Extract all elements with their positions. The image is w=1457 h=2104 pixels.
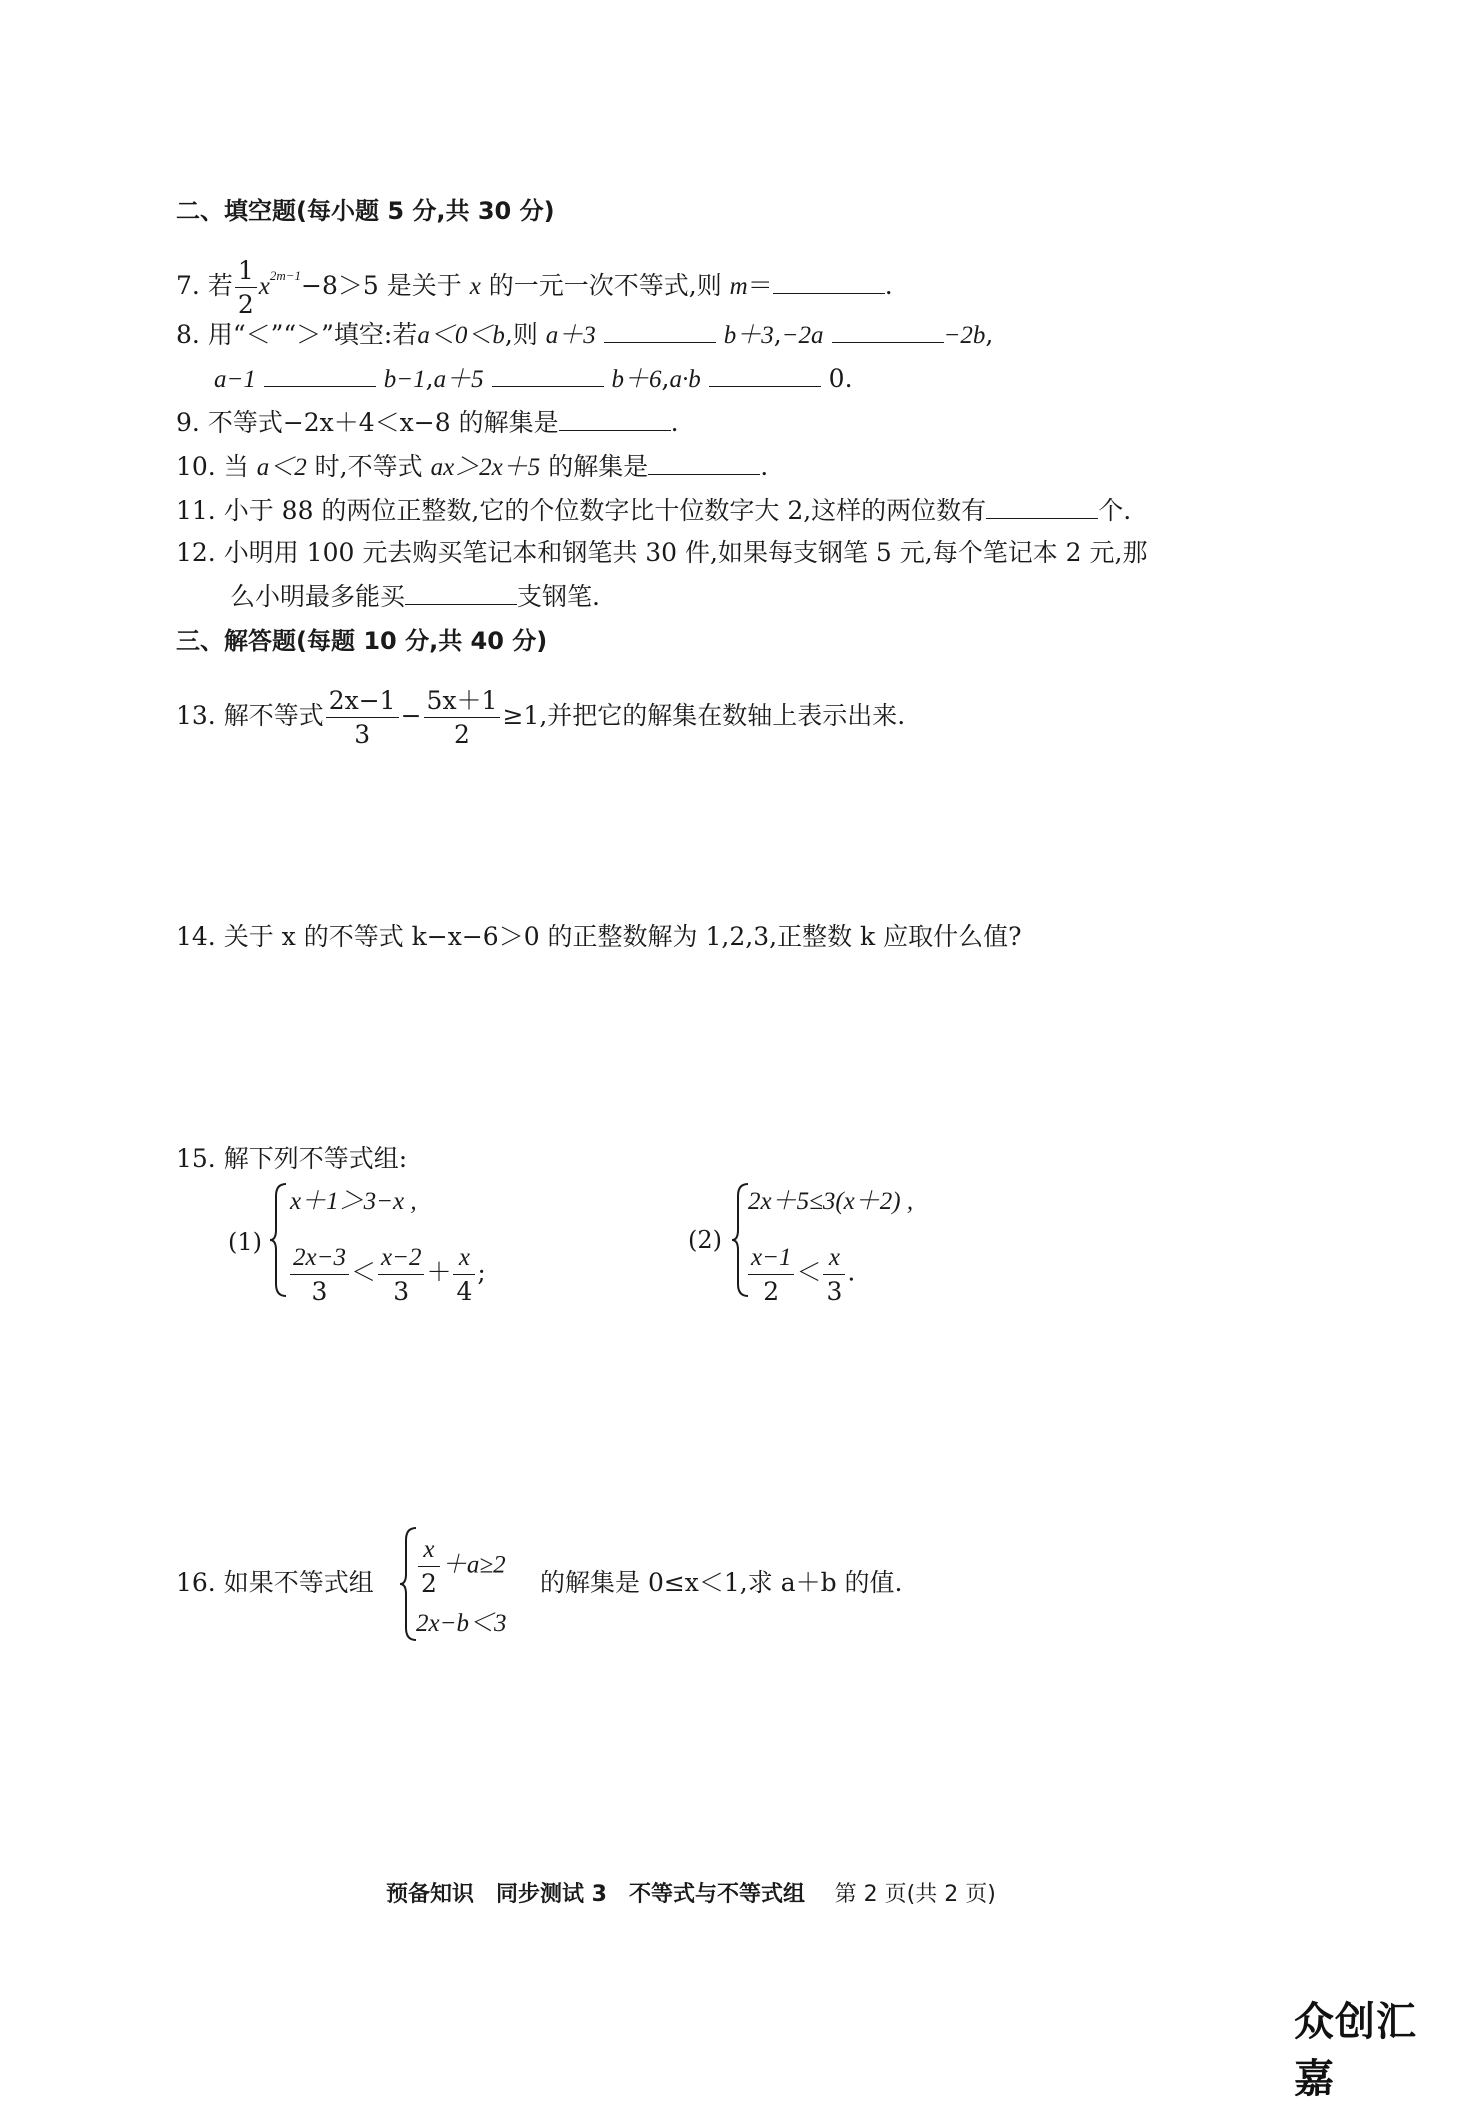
footer-page-number: 第 2 页(共 2 页)	[834, 1882, 996, 1907]
q15-p1-frac-2	[378, 1244, 424, 1304]
q16-fraction	[418, 1536, 440, 1596]
q15-part-1-label: (1)	[228, 1228, 262, 1256]
q15-p2-end: .	[847, 1257, 856, 1287]
q10-end: .	[760, 452, 769, 481]
q15-text: 解下列不等式组:	[223, 1144, 408, 1173]
q15-p2-lt: ＜	[796, 1257, 822, 1287]
q8-blank-3[interactable]	[264, 364, 376, 387]
q8-then: ,则	[504, 320, 538, 349]
q8-sep-1: ,	[773, 320, 782, 349]
q15-p1-plus: ＋	[426, 1257, 452, 1287]
q7-pre: 若	[207, 271, 233, 300]
q15-p2-f1-num: x−1	[751, 1244, 792, 1271]
q12-line-2b: 支钢笔.	[517, 582, 600, 611]
q8-sep-3: ,	[425, 364, 434, 393]
q8-expr-10: 0	[828, 364, 845, 393]
question-9	[176, 408, 679, 438]
q8-expr-2: b＋3	[723, 322, 774, 349]
question-12	[176, 538, 1147, 568]
q15-p2-frac-2	[823, 1244, 845, 1304]
q8-sep-2: ,	[985, 320, 994, 349]
q12-answer-blank[interactable]	[405, 582, 517, 605]
q15-p2-f2-den: 3	[826, 1277, 843, 1306]
q15-p2-frac-1	[748, 1244, 794, 1304]
q16-line-2: 2x−b＜3	[416, 1610, 507, 1637]
q15-p2-f1-den: 2	[763, 1277, 780, 1306]
q13-frac1-num: 2x−1	[326, 688, 399, 718]
q15-part-1-brace	[268, 1182, 290, 1298]
q16-line-1-rest: ＋a≥2	[441, 1551, 506, 1579]
footer-title: 预备知识 同步测试 3 不等式与不等式组	[386, 1882, 805, 1907]
q12-number: 12.	[176, 538, 216, 567]
question-16	[176, 1568, 374, 1598]
q8-pre: 用“＜”“＞”填空:若	[207, 320, 418, 349]
q15-p2-f2-num: x	[828, 1244, 840, 1271]
q8-number: 8.	[176, 320, 200, 349]
q8-blank-4[interactable]	[492, 364, 604, 387]
q10-text-1: 当	[223, 452, 249, 481]
q12-line-2a: 么小明最多能买	[230, 582, 406, 611]
question-12-line-2	[230, 582, 600, 612]
q10-text-2: 时,不等式	[314, 452, 423, 481]
section-3-heading: 三、解答题(每题 10 分,共 40 分)	[176, 627, 548, 655]
q7-var2: x	[469, 273, 481, 300]
q8-sep-4: ,	[661, 364, 670, 393]
q7-number: 7.	[176, 271, 200, 300]
q8-expr-8: b＋6	[611, 366, 662, 393]
q13-frac2-den: 2	[454, 720, 470, 749]
q15-part-2-line-1	[748, 1186, 913, 1217]
q7-exponent: 2m−1	[269, 268, 302, 283]
q7-fraction	[235, 258, 257, 317]
q15-part-2-line-2	[746, 1244, 855, 1304]
q8-blank-1[interactable]	[604, 320, 716, 343]
q15-number: 15.	[176, 1144, 216, 1173]
q8-expr-4: −2b	[943, 322, 986, 349]
q7-eq: ＝	[747, 271, 773, 300]
q11-number: 11.	[176, 496, 216, 525]
q15-p1-f3-num: x	[458, 1244, 470, 1271]
q13-minus: −	[400, 701, 422, 730]
q10-inequality: ax＞2x＋5	[430, 454, 541, 481]
q8-expr-9: a·b	[669, 366, 701, 393]
q7-end: .	[884, 271, 893, 300]
q13-number: 13.	[176, 701, 216, 730]
q9-answer-blank[interactable]	[559, 408, 671, 431]
q15-p1-f1-den: 3	[311, 1277, 328, 1306]
q10-number: 10.	[176, 452, 216, 481]
q16-system-line-1	[416, 1536, 506, 1596]
question-7	[176, 258, 893, 317]
q10-text-3: 的解集是	[548, 452, 649, 481]
q16-frac-den: 2	[421, 1569, 437, 1598]
question-10	[176, 452, 768, 483]
q8-expr-5: a−1	[214, 366, 256, 393]
q13-fraction-2	[424, 688, 501, 747]
q12-line-1: 小明用 100 元去购买笔记本和钢笔共 30 件,如果每支钢笔 5 元,每个笔记本 2 元,那	[223, 538, 1148, 567]
q15-p1-f3-den: 4	[456, 1277, 473, 1306]
q8-end: .	[844, 364, 853, 393]
q16-frac-num: x	[423, 1536, 435, 1563]
q15-part-1-line-1	[290, 1186, 417, 1217]
q14-number: 14.	[176, 922, 216, 951]
q8-expr-3: −2a	[781, 322, 824, 349]
question-15	[176, 1144, 407, 1174]
q15-p1-f2-num: x−2	[380, 1244, 422, 1271]
question-13	[176, 688, 905, 747]
q8-blank-2[interactable]	[832, 320, 944, 343]
q8-expr-1: a＋3	[545, 322, 596, 349]
question-8-line-2	[214, 364, 853, 395]
q7-mid: −8＞5 是关于	[301, 271, 462, 300]
q15-p2-ineq-1: 2x＋5≤3(x＋2) ,	[748, 1188, 914, 1215]
q9-end: .	[670, 408, 679, 437]
section-2-heading: 二、填空题(每小题 5 分,共 30 分)	[176, 197, 555, 225]
q13-fraction-1	[326, 688, 399, 747]
question-11	[176, 496, 1131, 526]
q7-answer-blank[interactable]	[773, 271, 885, 294]
q7-var3: m	[729, 273, 748, 300]
q9-text: 不等式−2x＋4＜x−8 的解集是	[207, 408, 559, 437]
q7-post: 的一元一次不等式,则	[488, 271, 722, 300]
q8-expr-6: b−1	[383, 366, 426, 393]
q11-end: 个.	[1098, 496, 1132, 525]
q14-text: 关于 x 的不等式 k−x−6＞0 的正整数解为 1,2,3,正整数 k 应取什么值?	[223, 922, 1022, 951]
q16-number: 16.	[176, 1568, 216, 1597]
q8-blank-5[interactable]	[709, 364, 821, 387]
question-14	[176, 922, 1022, 952]
q15-p1-f1-num: 2x−3	[293, 1244, 346, 1271]
q16-pre: 如果不等式组	[223, 1568, 374, 1597]
watermark-logo: 众创汇嘉	[1294, 1999, 1417, 2102]
q7-frac-den: 2	[237, 290, 254, 319]
q15-p1-frac-3	[453, 1244, 475, 1304]
q11-answer-blank[interactable]	[986, 496, 1098, 519]
q7-frac-num: 1	[235, 258, 257, 288]
question-8	[176, 320, 993, 351]
q15-p1-lt: ＜	[350, 1257, 376, 1287]
q10-answer-blank[interactable]	[648, 452, 760, 475]
footer	[386, 1880, 996, 1910]
q8-condition: a＜0＜b	[417, 322, 505, 349]
q16-system-line-2	[416, 1608, 506, 1639]
q13-post: ≥1,并把它的解集在数轴上表示出来.	[502, 701, 906, 730]
q7-var: x	[258, 273, 270, 300]
q16-post: 的解集是 0≤x＜1,求 a＋b 的值.	[540, 1568, 903, 1597]
q15-p1-end: ;	[477, 1257, 486, 1287]
q15-part-2-label: (2)	[688, 1226, 722, 1254]
q9-number: 9.	[176, 408, 200, 437]
q15-part-1-line-2	[288, 1244, 486, 1304]
q13-frac2-num: 5x＋1	[424, 688, 501, 718]
q15-p1-ineq-1: x＋1＞3−x ,	[290, 1188, 417, 1215]
q13-frac1-den: 3	[354, 720, 371, 749]
q13-pre: 解不等式	[223, 701, 324, 730]
q15-p1-f2-den: 3	[393, 1277, 410, 1306]
q11-text: 小于 88 的两位正整数,它的个位数字比十位数字大 2,这样的两位数有	[223, 496, 987, 525]
q15-p1-frac-1	[290, 1244, 349, 1304]
q10-condition: a＜2	[256, 454, 307, 481]
q8-expr-7: a＋5	[433, 366, 484, 393]
